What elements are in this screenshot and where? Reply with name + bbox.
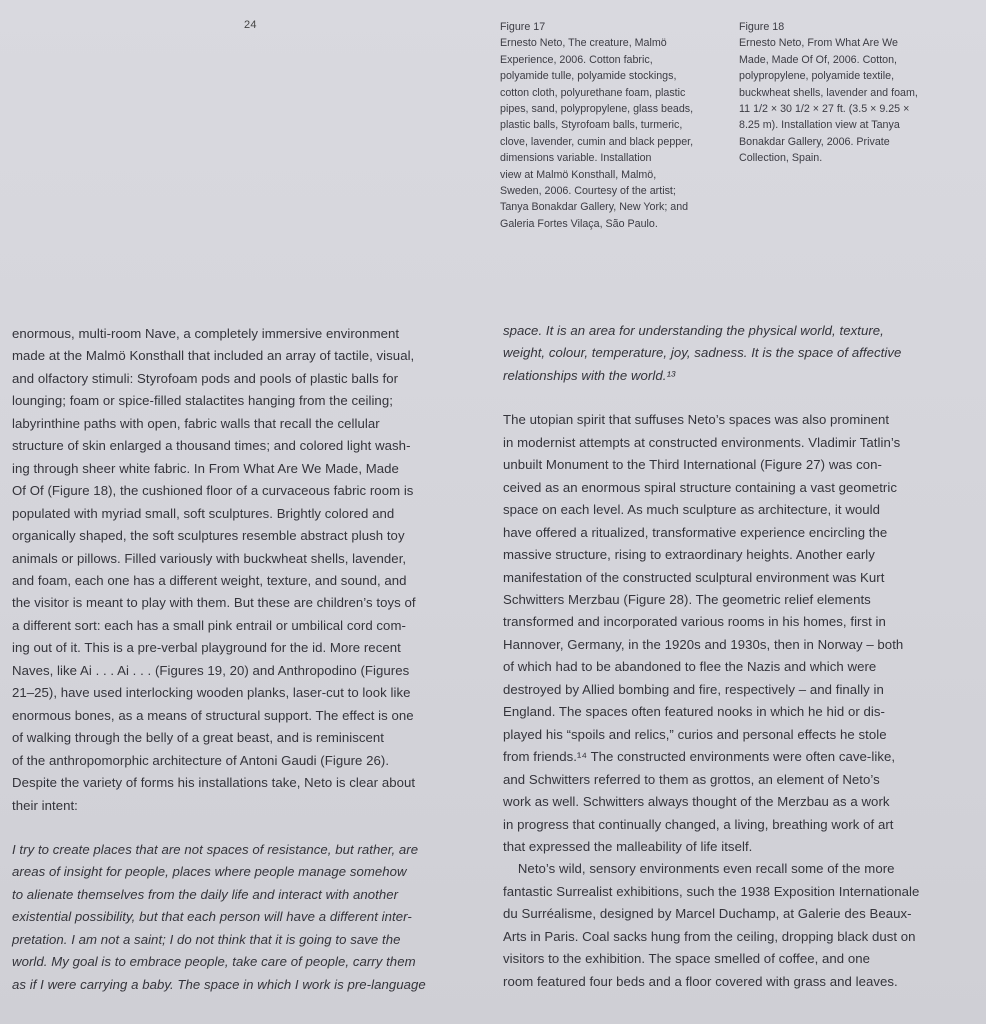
- body-paragraph-utopian: The utopian spirit that suffuses Neto’s spaces was also prominent in modernist attempts at constructed environments. Vladimir Tatlin’s unbuilt Monument to the Third International (Figure 27) was con- ceived as an enormous spiral structure containing a vast geometric space on each level. As much sculpture as architecture, it would have offered a ritualized, transformative experience encircling the massive structure, rising to extraordinary heights. Another early manifestation of the constructed sculptural environment was Kurt Schwitters Merzbau (Figure 28). The geometric relief elements transformed and incorporated various rooms in his homes, first in Hannover, Germany, in the 1920s and 1930s, then in Norway – both of which had to be abandoned to flee the Nazis and which were destroyed by Allied bombing and fire, respectively – and finally in England. The spaces often featured nooks in which he hid or dis- played his “spoils and relics,” curios and personal effects he stole from friends.¹⁴ The constructed environments were often cave-like, and Schwitters referred to them as grottos, an element of Neto’s work as well. Schwitters always thought of the Merzbau as a work in progress that continually changed, a living, breathing work of art that expressed the malleability of life itself.: [503, 412, 904, 854]
- figure-18-caption: [739, 19, 971, 167]
- neto-quote-continued: space. It is an area for understanding the physical world, texture, weight, colour, temperature, joy, sadness. It is the space of affective relationships with the world.¹³: [503, 323, 902, 383]
- left-text-column: [12, 323, 492, 996]
- figure-17-label: Figure 17: [500, 21, 546, 33]
- figure-17-caption: [500, 19, 732, 232]
- figure-17-caption-text: Ernesto Neto, The creature, Malmö Experience, 2006. Cotton fabric, polyamide tulle, polyamide stockings, cotton cloth, polyurethane foam, plastic pipes, sand, polypropylene, glass beads, plastic balls, Styrofoam balls, turmeric, clove, lavender, cumin and black pepper, dimensions variable. Installation view at Malmö Konsthall, Malmö, Sweden, 2006. Courtesy of the artist; Tanya Bonakdar Gallery, New York; and Galeria Fortes Vilaça, São Paulo.: [500, 37, 694, 230]
- neto-quote: I try to create places that are not spaces of resistance, but rather, are areas of insight for people, places where people manage somehow to alienate themselves from the daily life and interact with another existential possibility, but that each person will have a different inter- pretation. I am not a saint; I do not think that it is going to save the world. My goal is to embrace people, take care of people, carry them as if I were carrying a baby. The space in which I work is pre-language: [12, 841, 426, 992]
- right-text-column: [503, 320, 981, 993]
- body-paragraph-surrealist: Neto’s wild, sensory environments even recall some of the more fantastic Surrealist exhibitions, such the 1938 Exposition Internationale du Surréalisme, designed by Marcel Duchamp, at Galerie des Beaux- Arts in Paris. Coal sacks hung from the ceiling, dropping black dust on visitors to the exhibition. The space smelled of coffee, and one room featured four beds and a floor covered with grass and leaves.: [503, 861, 920, 989]
- page-number: 24: [244, 19, 257, 31]
- paragraph-spacer: [503, 387, 981, 409]
- figure-18-label: Figure 18: [739, 21, 785, 33]
- body-paragraph-nave: enormous, multi-room Nave, a completely immersive environment made at the Malmö Konsthall that included an array of tactile, visual, and olfactory stimuli: Styrofoam pods and pools of plastic balls for lounging; foam or spice-filled stalactites hanging from the ceiling; labyrinthine paths with open, fabric walls that recall the cellular structure of skin enlarged a thousand times; and colored light wash- ing through sheer white fabric. In From What Are We Made, Made Of Of (Figure 18), the cushioned floor of a curvaceous fabric room is populated with myriad small, soft sculptures. Brightly colored and organically shaped, the soft sculptures resemble abstract plush toy animals or pillows. Filled variously with buckwheat shells, lavender, and foam, each one has a different weight, texture, and sound, and the visitor is meant to play with them. But these are children’s toys of a different sort: each has a small pink entrail or umbilical cord com- ing out of it. This is a pre-verbal playground for the id. More recent Naves, like Ai . . . Ai . . . (Figures 19, 20) and Anthropodino (Figures 21–25), have used interlocking wooden planks, laser-cut to look like enormous bones, as a means of structural support. The effect is one of walking through the belly of a great beast, and is reminiscent of the anthropomorphic architecture of Antoni Gaudi (Figure 26). Despite the variety of forms his installations take, Neto is clear about their intent:: [12, 326, 416, 813]
- paragraph-spacer: [12, 817, 492, 839]
- figure-18-caption-text: Ernesto Neto, From What Are We Made, Made Of Of, 2006. Cotton, polypropylene, polyamide textile, buckwheat shells, lavender and foam, 11 1/2 × 30 1/2 × 27 ft. (3.5 × 9.25 × 8.25 m). Installation view at Tanya Bonakdar Gallery, 2006. Private Collection, Spain.: [739, 37, 918, 165]
